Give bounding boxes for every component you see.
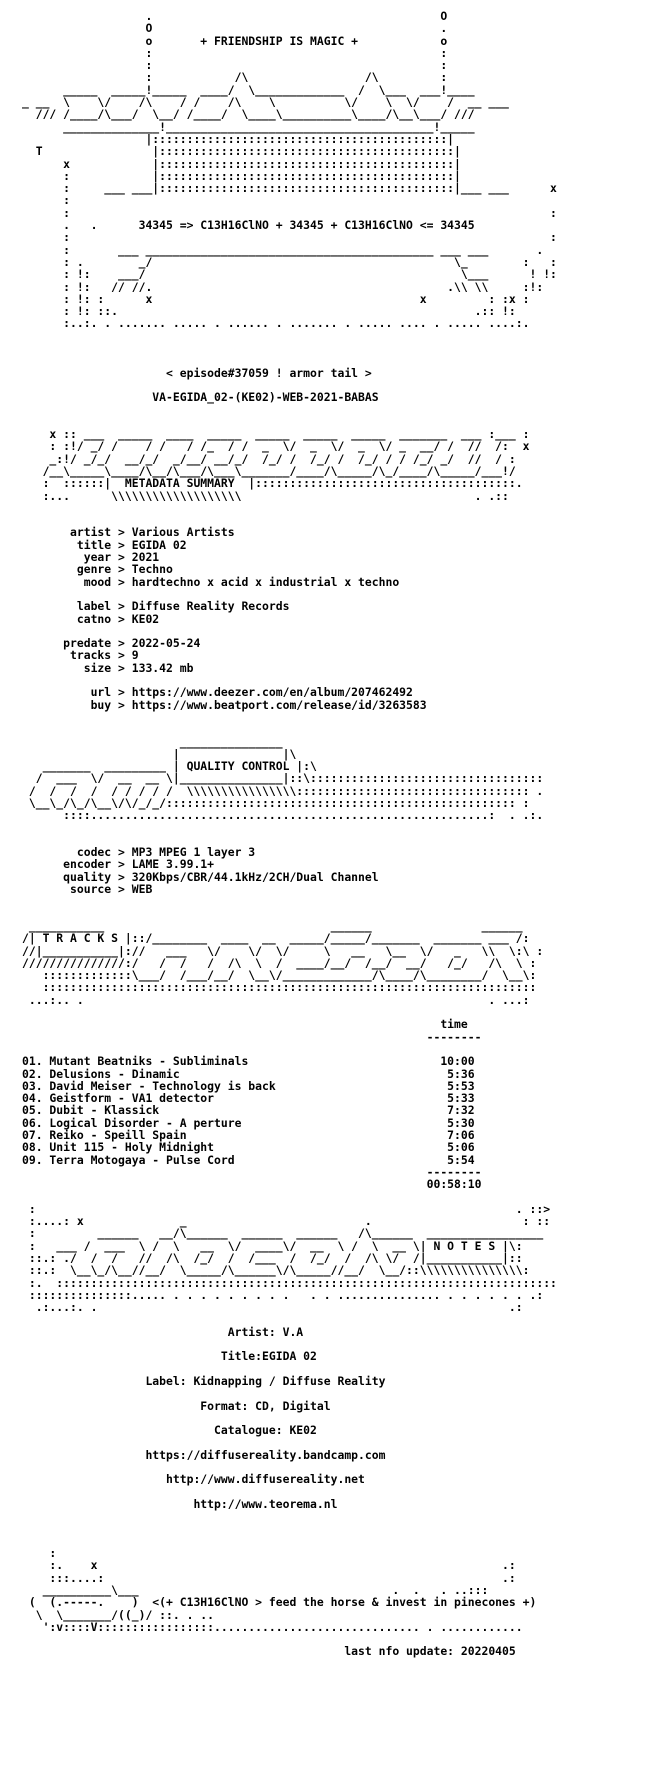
tracks-art-line: ...:.. . . ...: [22, 992, 530, 1007]
quality-row-encoder: encoder > LAME 3.99.1+ [22, 857, 215, 872]
header-art-line: /// /____/\___/ \__/ /____/ \____\__________\____/\__\___/ /// [22, 107, 475, 122]
tracks-time-rule: -------- [22, 1029, 482, 1044]
header-art-line: : !: ___/ \___ ! !: [22, 267, 557, 282]
footer-art-line: :. x .: [22, 1558, 516, 1573]
header-art-line: : : [22, 58, 448, 73]
header-art-line: . O [22, 9, 448, 23]
metadata-art-line: :... \\\\\\\\\\\\\\\\\\\ . .:: [22, 488, 509, 503]
tracks-art-line: :::::::::::::\___/ /___/__/ \__\/_____________/\____/\________/ \__\: [22, 968, 537, 983]
notes-line: http://www.diffusereality.net [22, 1472, 365, 1487]
track-row: 07. Reiko - Speill Spain 7:06 [22, 1128, 475, 1143]
notes-art-line: : . ::> [22, 1201, 551, 1216]
header-art-line: T |:::::::::::::::::::::::::::::::::::::::::::| [22, 144, 461, 159]
notes-line: Title:EGIDA 02 [22, 1349, 317, 1364]
tracks-time-header: time [22, 1017, 468, 1032]
metadata-row-label: label > Diffuse Reality Records [22, 599, 290, 614]
header-art-line: : . _/ \_ : : [22, 254, 557, 269]
release-name: VA-EGIDA_02-(KE02)-WEB-2021-BABAS [22, 390, 379, 405]
header-art-line: : /\ /\ : [22, 70, 448, 85]
tracks-total-rule: -------- [22, 1164, 482, 1179]
header-art-line: o + FRIENDSHIP IS MAGIC + o [22, 33, 448, 48]
notes-art-line: ::.: \__\_/\__//__/ \_____/\______\/\_____//__/ \__/::\\\\\\\\\\\\\\\: [22, 1263, 530, 1278]
quality-art-line: / / / / / / / / / \\\\\\\\\\\\\\\\:::::::::::::::::::::::::::::::::: . [22, 783, 544, 798]
tracks-art-line: ///////////////:/ / / / /\ \ / ____/__/ /__/ __/ /_/ /\ \ : [22, 955, 537, 970]
metadata-row-buy: buy > https://www.beatport.com/release/id/3263583 [22, 697, 427, 712]
metadata-art-line: /__\_____\____/\__/\___/\___\_______/____/\_____/\_/____/\_____/___!/ [22, 463, 516, 478]
notes-art-line: : ______ __/\______ ______ ______ /\______ _________________ [22, 1226, 544, 1241]
header-art-line: : : [22, 205, 557, 220]
header-art-line: : ___ ___|:::::::::::::::::::::::::::::::::::::::::::|___ ___ x [22, 181, 557, 196]
header-art-line: |:::::::::::::::::::::::::::::::::::::::::::| [22, 131, 455, 146]
metadata-row-predate: predate > 2022-05-24 [22, 636, 201, 651]
header-art-line: x |:::::::::::::::::::::::::::::::::::::::::::| [22, 156, 461, 171]
quality-art-line: | |\ [22, 746, 297, 761]
quality-row-codec: codec > MP3 MPEG 1 layer 3 [22, 845, 256, 860]
footer-art-line: ':v::::V:::::::::::::::::.............................. . ............ [22, 1619, 523, 1634]
notes-line: Catalogue: KE02 [22, 1423, 317, 1438]
header-art-line: : !: // //. .\\ \\ :!: [22, 279, 544, 294]
notes-line: http://www.teorema.nl [22, 1496, 338, 1511]
track-row: 05. Dubit - Klassick 7:32 [22, 1103, 475, 1118]
track-row: 08. Unit 115 - Holy Midnight 5:06 [22, 1140, 475, 1155]
header-art-line: ______________!_______________________________________!_____ [22, 119, 475, 134]
metadata-art-line: : ::::::| METADATA SUMMARY |::::::::::::::::::::::::::::::::::::::. [22, 476, 523, 491]
tracks-art-line: ___________ ______ ______ [22, 918, 523, 933]
metadata-row-tracks: tracks > 9 [22, 648, 139, 663]
tracks-art-line: :::::::::::::::::::::::::::::::::::::::::::::::::::::::::::::::::::::::: [22, 980, 537, 995]
nfo-text [22, 10, 557, 1658]
tracks-art-line: /| T R A C K S |::/________ ____ __ _____/_____/_______ _______ ___ /: [22, 931, 530, 946]
track-row: 01. Mutant Beatniks - Subliminals 10:00 [22, 1054, 475, 1069]
footer-art-line: \ \_______/((_)/ ::. . .. [22, 1607, 215, 1622]
footer-art-line: :::....: .: [22, 1570, 516, 1585]
header-art-line: : !: : x x : :x : [22, 291, 530, 306]
track-row: 06. Logical Disorder - A perture 5:30 [22, 1115, 475, 1130]
metadata-row-size: size > 133.42 mb [22, 660, 194, 675]
quality-art-line: _______ _________ | QUALITY CONTROL |:\ [22, 759, 317, 774]
metadata-art-line: _:!/ _/_/ __/_/ _/__/ __/_/ /_/ / /_/ / /_/ / / /_/ _/ // / : [22, 451, 516, 466]
quality-art-line: ::::..........................................................: . .:. [22, 808, 544, 823]
header-art-line: :..:. . ....... ..... . ...... . ....... . ..... .... . ..... ....:. [22, 316, 530, 331]
header-art-line: : [22, 193, 71, 208]
tracks-art-line: //|___________|:// ___ \/ \/ \/ \ __ \__ \/ _ \\ \:\ : [22, 943, 544, 958]
quality-art-line: \__\_/\_/\__\/\/_/_/::::::::::::::::::::::::::::::::::::::::::::::::::: : [22, 796, 530, 810]
notes-art-line: ::.: ./ / / // /\ /_/ / /___ / /_/ / /\ \/ /|___________|:: [22, 1250, 523, 1265]
track-row: 03. David Meiser - Technology is back 5:53 [22, 1078, 475, 1093]
quality-row-quality: quality > 320Kbps/CBR/44.1kHz/2CH/Dual Channel [22, 869, 379, 884]
notes-art-line: .:...:. . .: [22, 1300, 523, 1315]
metadata-row-genre: genre > Techno [22, 562, 173, 577]
quality-art-line: _______________ [22, 734, 283, 749]
metadata-art-line: x :: ___ _____ ____ _____ _____ _____ _____ _______ ___ :___ : [22, 427, 530, 442]
header-art-line: : ___ __________________________________________ ___ ___ . [22, 242, 544, 257]
quality-row-source: source > WEB [22, 882, 153, 897]
track-row: 04. Geistform - VA1 detector 5:33 [22, 1091, 475, 1106]
notes-line: https://diffusereality.bandcamp.com [22, 1447, 386, 1462]
footer-art-line: : [22, 1546, 57, 1561]
header-art-line: : : [22, 230, 557, 245]
header-art-line: O . [22, 21, 448, 36]
quality-art-line: / ___ \/ __ __ \|_______________|::\:::::::::::::::::::::::::::::::::: [22, 771, 544, 786]
footer-art-line: __________\___ . . . ..::: [22, 1583, 489, 1597]
metadata-row-url: url > https://www.deezer.com/en/album/207462492 [22, 685, 413, 700]
header-art-line: : : [22, 45, 448, 60]
track-row: 02. Delusions - Dinamic 5:36 [22, 1066, 475, 1081]
metadata-row-artist: artist > Various Artists [22, 525, 235, 540]
track-row: 09. Terra Motogaya - Pulse Cord 5:54 [22, 1152, 475, 1167]
episode-line: < episode#37059 ! armor tail > [22, 365, 372, 380]
last-update: last nfo update: 20220405 [22, 1644, 516, 1659]
metadata-row-catno: catno > KE02 [22, 611, 160, 626]
notes-line: Format: CD, Digital [22, 1398, 331, 1413]
header-art-line: _____ _____!_____ ____/ \_____________ / \___ ___!____ [22, 82, 475, 97]
notes-line: Label: Kidnapping / Diffuse Reality [22, 1373, 386, 1388]
notes-line: Artist: V.A [22, 1324, 304, 1339]
footer-art-line: ( (.-----. ) <(+ C13H16ClNO > feed the horse & invest in pinecones +) [22, 1595, 537, 1610]
notes-art-line: : ___ / ___ \ / \ __ \/ ____\/ __ \ / \ __ \| N O T E S |\: [22, 1238, 523, 1253]
header-art-line: . . 34345 => C13H16ClNO + 34345 + C13H16ClNO <= 34345 [22, 218, 475, 233]
notes-art-line: :....: x _ . : :: [22, 1214, 551, 1229]
tracks-total: 00:58:10 [22, 1177, 482, 1192]
metadata-art-line: : :!/ _/ / / / / /_ / / _ \/ _ \/ _ \/ _ __/ / // /: x [22, 439, 530, 454]
header-art-line: _ __ \ \/ /\ / / /\ \ \/ \ \/ / __ ___ [22, 95, 509, 110]
metadata-row-title: title > EGIDA 02 [22, 537, 187, 552]
header-art-line: : |:::::::::::::::::::::::::::::::::::::::::::| [22, 168, 461, 183]
notes-art-line: :::::::::::::::..... . . . . . . . . . . . ............... . . . . . . .: [22, 1287, 544, 1302]
metadata-row-mood: mood > hardtechno x acid x industrial x techno [22, 574, 400, 589]
notes-art-line: :. ::::::::::::::::::::::::::::::::::::::::::::::::::::::::::::::::::::::::: [22, 1275, 557, 1290]
metadata-row-year: year > 2021 [22, 550, 160, 565]
header-art-line: : !: ::. .:: !: [22, 304, 516, 319]
